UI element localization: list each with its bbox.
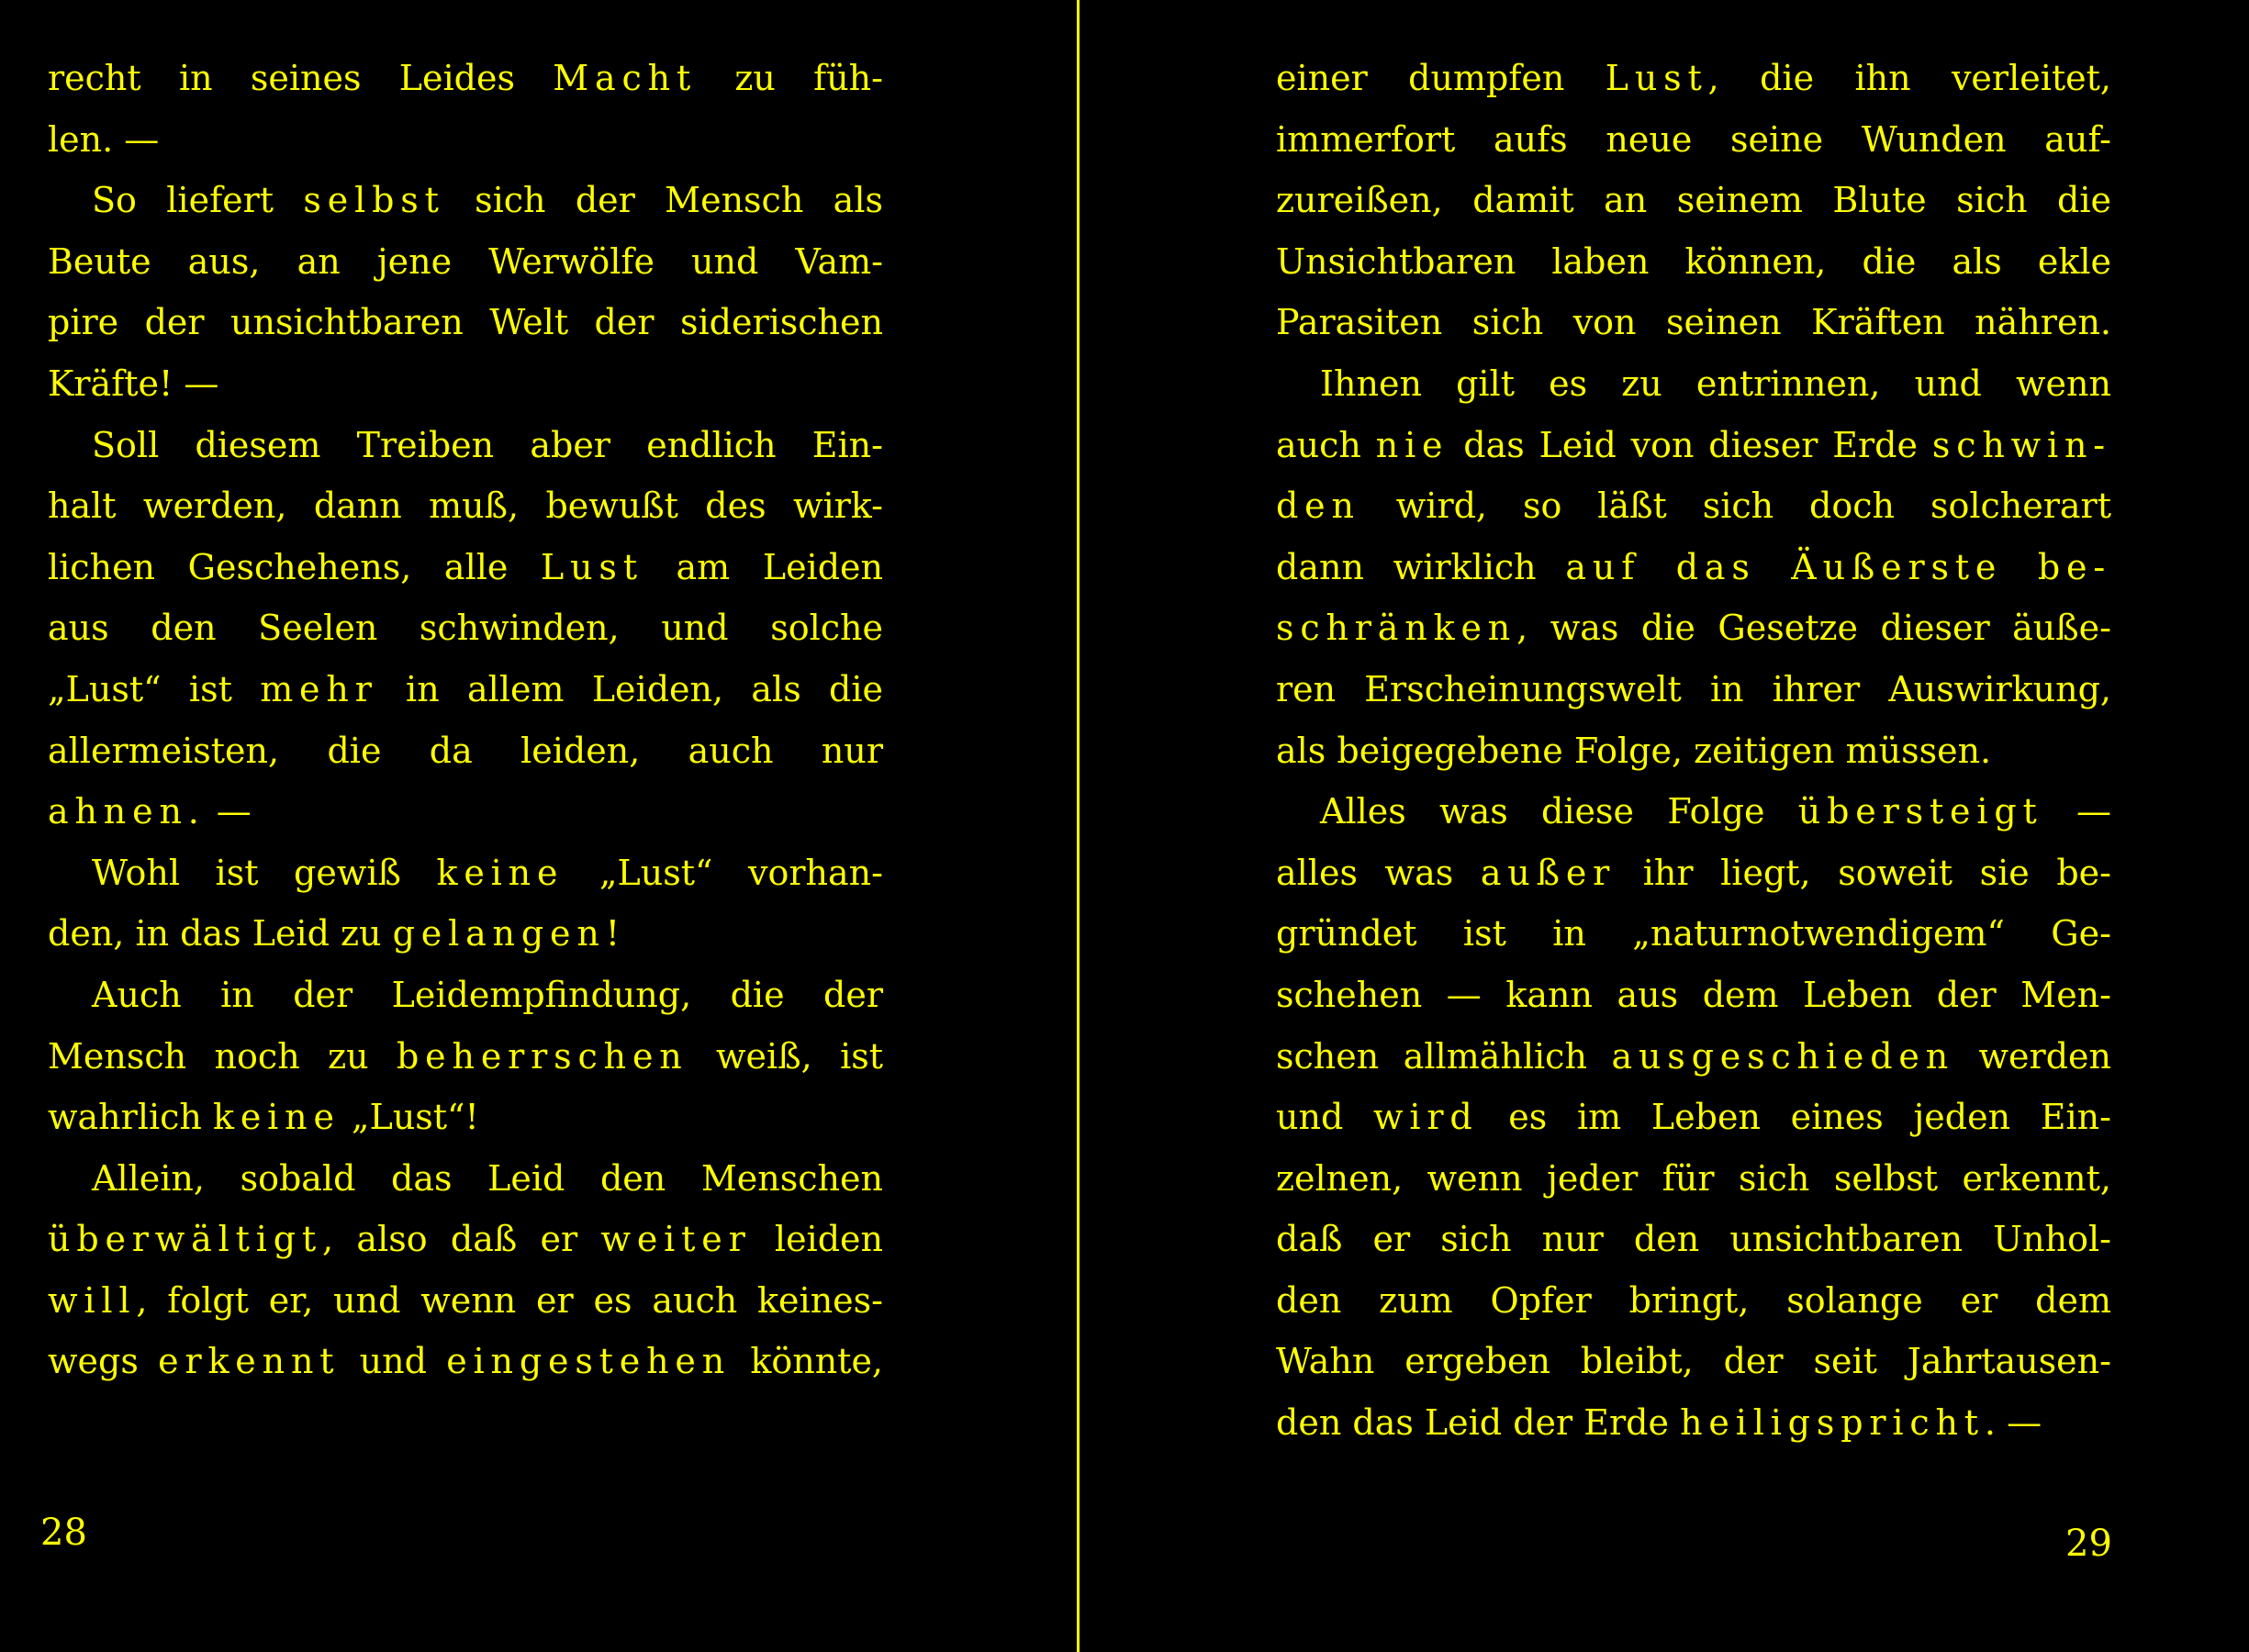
text-run: es im Leben eines jeden Ein- [1478, 1097, 2111, 1138]
text-run: Alles was diese Folge [1320, 791, 1798, 832]
text-line [1276, 353, 2111, 415]
spaced-emphasis: erkennt [158, 1341, 341, 1382]
text-run: , die ihn verleitet, [1707, 58, 2111, 98]
text-run: und [340, 1341, 447, 1382]
spaced-emphasis: selbst [303, 180, 445, 221]
spaced-emphasis: will [48, 1279, 137, 1321]
book-gutter-line [1077, 0, 1080, 1652]
text-run: allermeisten, die da leiden, auch nur [48, 730, 883, 771]
spaced-emphasis: schwin- [1931, 424, 2111, 465]
text-run: aus den Seelen schwinden, und solche [48, 608, 883, 649]
text-line [1276, 1087, 2111, 1148]
text-run: werden [1954, 1035, 2111, 1077]
text-line [48, 1331, 883, 1392]
text-run: das Leid von dieser Erde [1449, 424, 1932, 465]
text-line [1276, 48, 2111, 109]
text-line [1276, 1331, 2111, 1392]
text-line [1276, 415, 2111, 476]
text-run: immerfort aufs neue seine Wunden auf- [1276, 118, 2111, 160]
text-run: „Lust“! [340, 1097, 479, 1138]
text-run: , also daß er [322, 1219, 601, 1260]
text-line [1276, 109, 2111, 171]
text-line [48, 659, 883, 720]
text-run: auch [1276, 424, 1376, 465]
text-line [48, 1209, 883, 1270]
spaced-emphasis: auf das Äußerste be- [1565, 546, 2112, 587]
text-line [1276, 1270, 2111, 1332]
text-run: schen allmählich [1276, 1035, 1612, 1077]
text-run: ! [605, 913, 620, 954]
left-page-number: 28 [40, 1512, 87, 1554]
text-run: Wohl ist gewiß [92, 852, 437, 893]
text-line [1276, 231, 2111, 293]
text-run: , folgt er, und wenn er es auch keines- [136, 1279, 883, 1321]
text-run: gründet ist in „naturnotwendigem“ Ge- [1276, 913, 2111, 954]
spaced-emphasis: weiter [600, 1219, 752, 1260]
right-page-number: 29 [2065, 1523, 2112, 1565]
text-run: leiden [751, 1219, 883, 1260]
text-run: wahrlich [48, 1097, 213, 1138]
text-line [1276, 843, 2111, 904]
left-page-text [48, 48, 883, 1392]
text-line [1276, 537, 2111, 598]
text-line [48, 597, 883, 659]
text-line [1276, 659, 2111, 720]
text-run: Parasiten sich von seinen Kräften nähren. [1276, 302, 2111, 343]
spaced-emphasis: wird [1373, 1097, 1479, 1138]
text-line [48, 353, 883, 415]
text-line [48, 1270, 883, 1332]
text-line [48, 903, 883, 965]
text-run: halt werden, dann muß, bewußt des wirk- [48, 486, 883, 527]
text-run: Auch in der Leidempfindung, die der [92, 974, 883, 1015]
text-line [1276, 1026, 2111, 1088]
text-line [1276, 170, 2111, 231]
spaced-emphasis: beherrschen [397, 1035, 688, 1077]
text-run: sich der Mensch als [444, 180, 883, 221]
spaced-emphasis: eingestehen [446, 1341, 732, 1382]
spaced-emphasis: keine [436, 852, 565, 893]
spaced-emphasis: übersteigt [1797, 791, 2043, 832]
text-line [1276, 781, 2111, 843]
spaced-emphasis: gelangen [392, 913, 606, 954]
text-run: in allem Leiden, als die [377, 668, 883, 709]
text-line [48, 231, 883, 293]
text-run: . — [1984, 1402, 2042, 1444]
text-run: Allein, sobald das Leid den Menschen [92, 1157, 883, 1199]
text-line [1276, 597, 2111, 659]
text-run: zureißen, damit an seinem Blute sich die [1276, 180, 2111, 221]
text-line [48, 781, 883, 843]
text-line [48, 537, 883, 598]
text-run: „Lust“ vorhan- [564, 852, 883, 893]
text-line [1276, 1148, 2111, 1210]
text-line [48, 48, 883, 109]
text-line [1276, 1392, 2111, 1454]
text-line [1276, 475, 2111, 537]
text-line [48, 109, 883, 171]
text-run: So liefert [92, 180, 304, 221]
text-run: zelnen, wenn jeder für sich selbst erkennt, [1276, 1157, 2111, 1199]
text-line [48, 1148, 883, 1210]
text-line [48, 1026, 883, 1088]
spaced-emphasis: ahnen. [48, 791, 206, 832]
text-line [48, 720, 883, 782]
text-run: wird, so läßt sich doch solcherart [1359, 486, 2111, 527]
text-line [1276, 292, 2111, 353]
text-run: — [2042, 791, 2111, 832]
spaced-emphasis: mehr [260, 668, 378, 709]
text-line [48, 170, 883, 231]
spaced-emphasis: nie [1375, 424, 1449, 465]
spaced-emphasis: überwältigt [48, 1219, 323, 1260]
spaced-emphasis: ausgeschieden [1611, 1035, 1955, 1077]
text-line [48, 415, 883, 476]
text-run: — [205, 791, 252, 832]
text-line [48, 1087, 883, 1148]
text-run: schehen — kann aus dem Leben der Men- [1276, 974, 2111, 1015]
text-run: „Lust“ ist [48, 668, 261, 709]
text-run: alles was [1276, 852, 1481, 893]
text-run: den, in das Leid zu [48, 913, 393, 954]
spaced-emphasis: außer [1480, 852, 1617, 893]
text-line [1276, 903, 2111, 965]
right-page-text [1276, 48, 2111, 1454]
text-run: Unsichtbaren laben können, die als ekle [1276, 240, 2111, 282]
spaced-emphasis: keine [212, 1097, 341, 1138]
text-run: am Leiden [643, 546, 883, 587]
text-run: weiß, ist [688, 1035, 884, 1077]
text-line [48, 292, 883, 353]
text-run: einer dumpfen [1276, 58, 1606, 98]
spaced-emphasis: den [1276, 486, 1360, 527]
text-line [1276, 965, 2111, 1026]
text-run: zu füh- [697, 58, 883, 98]
text-line [48, 965, 883, 1026]
text-run: len. — [48, 118, 160, 160]
text-run: Wahn ergeben bleibt, der seit Jahrtausen- [1276, 1341, 2111, 1382]
text-run: Kräfte! — [48, 363, 219, 404]
text-run: und [1276, 1097, 1374, 1138]
text-run: lichen Geschehens, alle [48, 546, 542, 587]
text-run: , was die Gesetze dieser äuße- [1516, 608, 2111, 649]
spaced-emphasis: schränken [1276, 608, 1517, 649]
text-run: recht in seines Leides [48, 58, 554, 98]
text-run: ren Erscheinungswelt in ihrer Auswirkung, [1276, 668, 2111, 709]
text-run: dann wirklich [1276, 546, 1566, 587]
text-run: daß er sich nur den unsichtbaren Unhol- [1276, 1219, 2111, 1260]
spaced-emphasis: Lust [541, 546, 643, 587]
text-run: pire der unsichtbaren Welt der siderischen [48, 302, 883, 343]
spaced-emphasis: Macht [553, 58, 698, 98]
text-run: den zum Opfer bringt, solange er dem [1276, 1279, 2111, 1321]
text-line [48, 475, 883, 537]
text-line [1276, 720, 2111, 782]
text-run: den das Leid der Erde [1276, 1402, 1681, 1444]
text-run: als beigegebene Folge, zeitigen müssen. [1276, 730, 1992, 771]
spaced-emphasis: Lust [1605, 58, 1708, 98]
text-run: könnte, [731, 1341, 884, 1382]
text-run: Beute aus, an jene Werwölfe und Vam- [48, 240, 883, 282]
spaced-emphasis: heiligspricht [1680, 1402, 1985, 1444]
text-run: Soll diesem Treiben aber endlich Ein- [92, 424, 883, 465]
text-run: wegs [48, 1341, 159, 1382]
text-line [1276, 1209, 2111, 1270]
text-run: ihr liegt, soweit sie be- [1616, 852, 2111, 893]
text-run: Mensch noch zu [48, 1035, 397, 1077]
text-line [48, 843, 883, 904]
text-run: Ihnen gilt es zu entrinnen, und wenn [1320, 363, 2111, 404]
